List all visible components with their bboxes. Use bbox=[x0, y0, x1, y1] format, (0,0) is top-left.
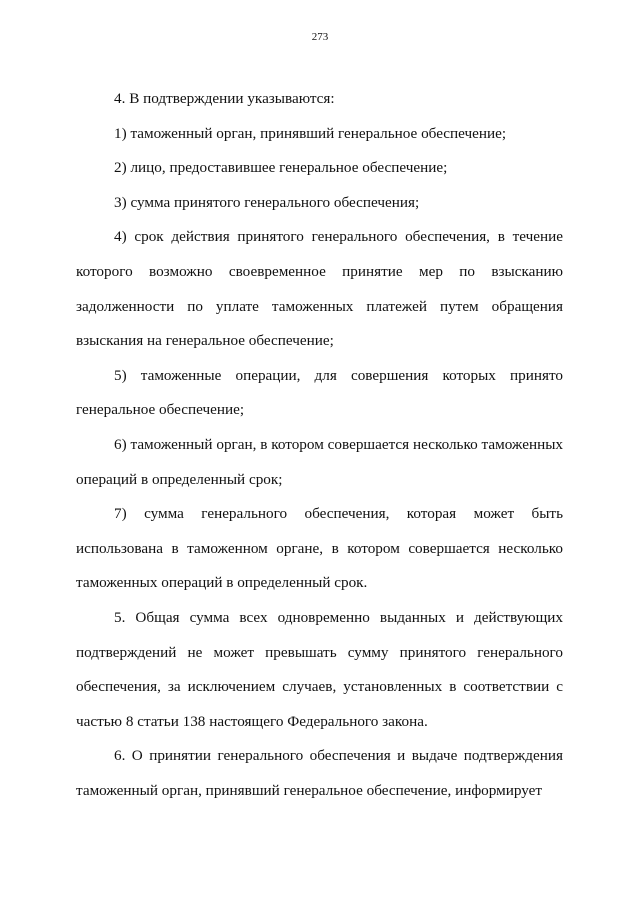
list-item-4: 4) срок действия принятого генерального обеспечения, в течение которого возможно своевременное принятие мер по взысканию задолженности по уплате таможенных платежей путем обращения взыскания на генеральное обеспечение; bbox=[76, 228, 563, 350]
paragraph-item-5: 5. Общая сумма всех одновременно выданных и действующих подтверждений не может превышать сумму принятого генерального обеспечения, за исключением случаев, установленных в соответствии с частью 8 статьи 138 настоящего Федерального закона. bbox=[76, 608, 563, 730]
document-body bbox=[76, 82, 563, 808]
list-item-6: 6) таможенный орган, в котором совершается несколько таможенных операций в определенный срок; bbox=[76, 435, 563, 488]
page-number: 273 bbox=[311, 31, 329, 43]
paragraph-item-4-intro: 4. В подтверждении указываются: bbox=[114, 90, 335, 107]
list-item-2: 2) лицо, предоставившее генеральное обеспечение; bbox=[114, 159, 448, 177]
paragraph-item-6: 6. О принятии генерального обеспечения и выдаче подтверждения таможенный орган, принявший генеральное обеспечение, информирует bbox=[76, 747, 563, 799]
list-item-7: 7) сумма генерального обеспечения, которая может быть использована в таможенном органе, в котором совершается несколько таможенных операций в определенный срок. bbox=[76, 505, 563, 592]
list-item-3: 3) сумма принятого генерального обеспечения; bbox=[114, 193, 420, 211]
list-item-1: 1) таможенный орган, принявший генеральное обеспечение; bbox=[114, 124, 507, 142]
list-item-5: 5) таможенные операции, для совершения которых принято генеральное обеспечение; bbox=[76, 366, 563, 419]
